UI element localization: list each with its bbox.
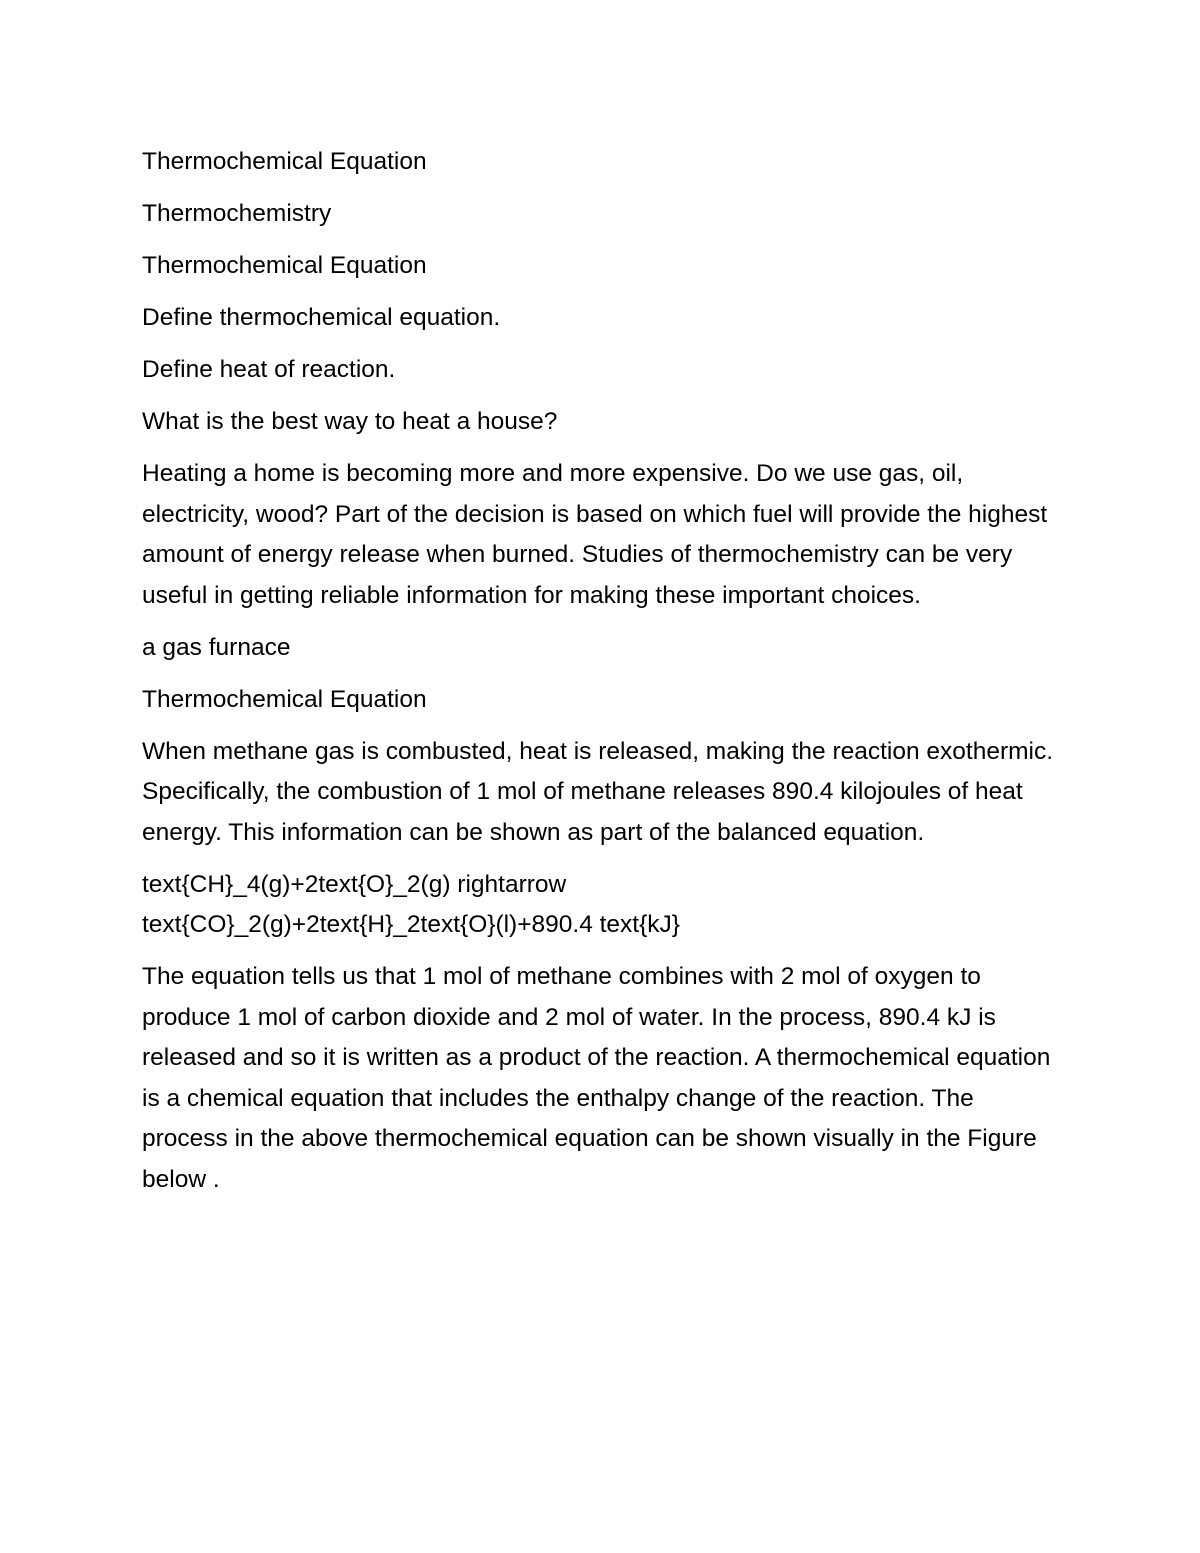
intro-paragraph: Heating a home is becoming more and more expensive. Do we use gas, oil, electricity, wood? Part of the decision is based on which fuel will provide the highest amount of energy release when burned. Studies of thermochemistry can be very useful in getting reliable information for making these important choices.: [142, 460, 1048, 609]
objective-item: Define thermochemical equation.: [142, 304, 501, 331]
section-heading: Thermochemical Equation: [142, 252, 427, 279]
subject-label: Thermochemistry: [142, 200, 332, 227]
equation-line-products: text{CO}_2(g)+2text{H}_2text{O}(l)+890.4 text{kJ}: [142, 911, 680, 938]
image-caption: a gas furnace: [142, 633, 291, 661]
section-heading-2: Thermochemical Equation: [142, 685, 427, 713]
explanation-paragraph: The equation tells us that 1 mol of methane combines with 2 mol of oxygen to produce 1 mol of carbon dioxide and 2 mol of water. In the process, 890.4 kJ is released and so it is written as a product of the reaction. A thermochemical equation is a chemical equation that includes the enthalpy change of the reaction. The process in the above thermochemical equation can be shown visually in the Figure below .: [142, 963, 1051, 1193]
methane-paragraph: When methane gas is combusted, heat is released, making the reaction exothermic. Specifically, the combustion of 1 mol of methane releases 890.4 kilojoules of heat energy. This information can be shown as part of the balanced equation.: [142, 737, 1054, 846]
document-body: [142, 142, 1062, 1212]
question-text: What is the best way to heat a house?: [142, 408, 558, 435]
chemical-equation: [142, 865, 1062, 946]
document-title: Thermochemical Equation: [142, 148, 427, 175]
objective-item: Define heat of reaction.: [142, 356, 396, 383]
equation-line-reactants: text{CH}_4(g)+2text{O}_2(g) rightarrow: [142, 870, 567, 898]
